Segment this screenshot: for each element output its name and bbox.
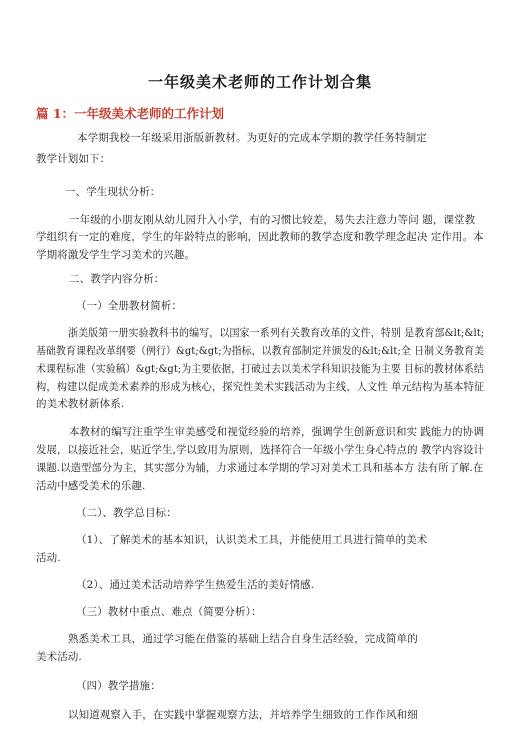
paragraph-line: 术课程标准（实验稿）&gt;&gt;为主要依据，打破过去以美术学科知识技能为主要 目标的教材体系结	[36, 363, 484, 375]
paragraph-line: 课题.以造型部分为主，其实部分为辅，力求通过本学期的学习对美术工具和基本方 法有所了解.在	[36, 462, 484, 474]
subheading: （一）全册教材简析：	[76, 300, 182, 312]
paragraph-line: 美术活动.	[36, 651, 82, 663]
paragraph-line: 构，构建以促成美术素养的形成为核心，探究性美术实践活动为主线，人文性 单元结构为基本特征	[36, 381, 485, 393]
paragraph-line: 活动中感受美术的乐趣.	[36, 480, 146, 492]
paragraph-line: 浙美版第一册实验教科书的编写，以国家一系列有关教育改革的文件，特别 是教育部&lt;&lt;	[68, 327, 485, 339]
paragraph-line: （2）、通过美术活动培养学生热爱生活的美好情感.	[76, 579, 315, 591]
paragraph-line: 教学计划如下：	[36, 153, 111, 165]
document-title: 一年级美术老师的工作计划合集	[147, 73, 372, 91]
paragraph-line: 的美术教材新体系.	[36, 398, 125, 410]
subheading: 一、学生现状分析：	[65, 186, 161, 198]
paragraph-line: 学期将激发学生学习美术的兴趣。	[36, 249, 195, 261]
paragraph-line: 学组织有一定的难度，学生的年龄特点的影响，因此教师的教学态度和教学理念起决 定作用。本	[36, 231, 484, 243]
section-heading: 篇 1：一年级美术老师的工作计划	[36, 106, 225, 121]
subheading: （三）教材中重点、难点（简要分析）：	[76, 606, 262, 618]
paragraph-line: 熟悉美术工具，通过学习能在借鉴的基础上结合自身生活经验，完成简单的	[68, 633, 418, 645]
subheading: （二）、教学总目标：	[76, 507, 177, 519]
paragraph-line: 活动.	[36, 552, 61, 564]
subheading: 二、教学内容分析：	[69, 273, 165, 285]
paragraph-line: 发展，以接近社会，贴近学生,学以致用为原则，选择符合一年级小学生身心特点的 教学内容设计	[36, 444, 485, 456]
subheading: （四）教学措施：	[76, 680, 161, 692]
paragraph-line: 一年级的小朋友刚从幼儿园升入小学，有的习惯比较差，易失去注意力等问 题，课堂教	[69, 214, 476, 226]
paragraph-line: 以知道观察入手，在实践中掌握观察方法，并培养学生细致的工作作风和细	[68, 709, 418, 721]
paragraph-line: 本教材的编写注重学生审美感受和视觉经验的培养，强调学生创新意识和实 践能力的协调	[69, 426, 484, 438]
paragraph-line: 基础教育课程改革纲要（例行）&gt;&gt;为指标，以教育部制定并颁发的&lt;&lt;全 日制义务教育美	[36, 345, 485, 357]
paragraph-line: 本学期我校一年级采用浙版新教材。为更好的完成本学期的教学任务特制定	[77, 132, 427, 144]
paragraph-line: （1）、了解美术的基本知识，认识美术工具，并能使用工具进行简单的美术	[76, 534, 428, 546]
